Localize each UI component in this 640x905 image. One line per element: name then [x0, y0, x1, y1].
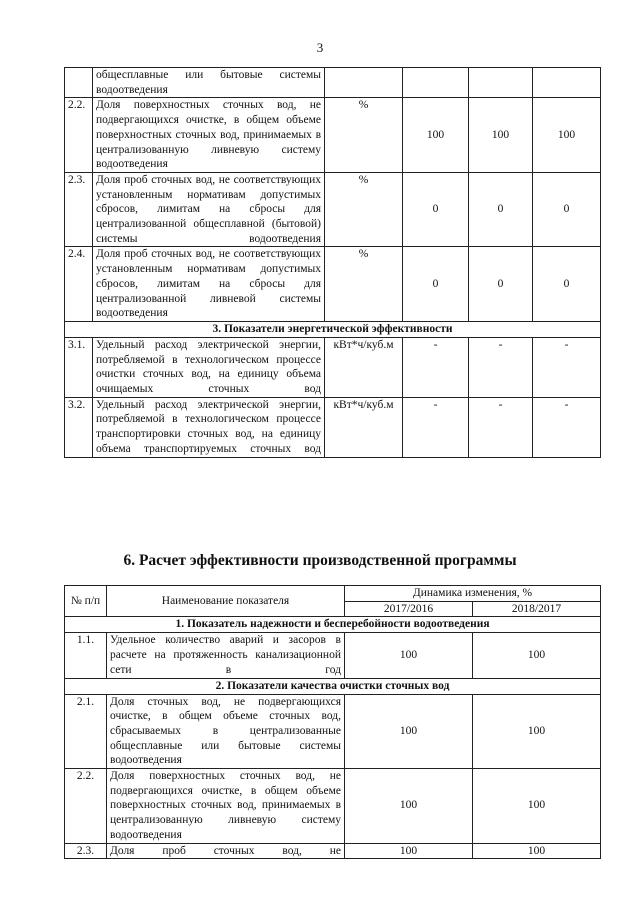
column-header-year: 2018/2017 — [473, 601, 601, 617]
table-row — [65, 247, 601, 322]
row-text: Удельный расход электрической энергии, потребляемой в технологическом процессе транспортировки сточных вод, на единицу объема транспортируемых сточных вод — [93, 397, 325, 457]
row-value: - — [469, 337, 533, 397]
row-unit: кВт*ч/куб.м — [325, 397, 403, 457]
row-value: 0 — [403, 247, 469, 322]
row-text: Доля поверхностных сточных вод, не подвергающихся очистке, в общем объеме поверхностных сточных вод, принимаемых в централизованную ливневую систему водоотведения — [93, 98, 325, 173]
row-unit: % — [325, 172, 403, 247]
row-text: Доля сточных вод, не подвергающихся очистке, в общем объеме сточных вод, сбрасываемых в централизованные общесплавные или бытовые системы водоотведения — [107, 694, 345, 769]
row-value: - — [403, 337, 469, 397]
column-header-name: Наименование показателя — [107, 586, 345, 617]
table-row — [65, 172, 601, 247]
row-value: - — [403, 397, 469, 457]
section-title: 1. Показатель надежности и бесперебойности водоотведения — [65, 617, 601, 633]
row-text: Доля проб сточных вод, не — [107, 843, 345, 859]
table-row — [65, 68, 601, 98]
row-value: - — [469, 397, 533, 457]
row-index: 2.4. — [65, 247, 93, 322]
row-value: 100 — [345, 694, 473, 769]
row-text: Доля проб сточных вод, не соответствующих установленным нормативам допустимых сбросов, лимитам на сбросы для централизованной общесплавной (бытовой) системы водоотведения — [93, 172, 325, 247]
row-unit: кВт*ч/куб.м — [325, 337, 403, 397]
row-value — [533, 68, 601, 98]
row-value: 0 — [469, 247, 533, 322]
page-number: 3 — [316, 40, 324, 55]
column-header-dynamics: Динамика изменения, % — [345, 586, 601, 602]
row-value — [469, 68, 533, 98]
row-value: 0 — [533, 172, 601, 247]
row-index: 2.2. — [65, 769, 107, 844]
row-text: Доля проб сточных вод, не соответствующих установленным нормативам допустимых сбросов, лимитам на сбросы для централизованной ливневой системы водоотведения — [93, 247, 325, 322]
table-row — [65, 694, 601, 769]
section-row — [65, 678, 601, 694]
row-value: 100 — [345, 843, 473, 859]
table-row — [65, 98, 601, 173]
row-value: - — [533, 397, 601, 457]
efficiency-table — [64, 585, 601, 859]
row-unit: % — [325, 98, 403, 173]
indicators-table-continued — [64, 67, 601, 458]
table-row — [65, 769, 601, 844]
row-text: общесплавные или бытовые системы водоотведения — [93, 68, 325, 98]
table-row — [65, 337, 601, 397]
row-value: 100 — [473, 694, 601, 769]
row-text: Удельный расход электрической энергии, потребляемой в технологическом процессе очистки сточных вод, на единицу объема очищаемых сточных вод — [93, 337, 325, 397]
header-row — [65, 586, 601, 602]
row-value: 0 — [533, 247, 601, 322]
row-value: 100 — [403, 98, 469, 173]
row-value: 100 — [345, 633, 473, 678]
row-text: Удельное количество аварий и засоров в расчете на протяженность канализационной сети в год — [107, 633, 345, 678]
section-row — [65, 321, 601, 337]
table-row — [65, 397, 601, 457]
row-index — [65, 68, 93, 98]
row-text: Доля поверхностных сточных вод, не подвергающихся очистке, в общем объеме поверхностных сточных вод, принимаемых в централизованную ливневую систему водоотведения — [107, 769, 345, 844]
row-index: 3.1. — [65, 337, 93, 397]
row-index: 2.3. — [65, 843, 107, 859]
row-index: 2.2. — [65, 98, 93, 173]
section-row — [65, 617, 601, 633]
section-heading: 6. Расчет эффективности производственной программы — [123, 552, 517, 569]
row-value: 0 — [403, 172, 469, 247]
row-unit — [325, 68, 403, 98]
row-value: - — [533, 337, 601, 397]
row-index: 1.1. — [65, 633, 107, 678]
row-value: 100 — [473, 769, 601, 844]
row-index: 3.2. — [65, 397, 93, 457]
row-value: 100 — [345, 769, 473, 844]
row-value: 100 — [469, 98, 533, 173]
row-value: 100 — [473, 843, 601, 859]
column-header-year: 2017/2016 — [345, 601, 473, 617]
row-value — [403, 68, 469, 98]
section-title: 3. Показатели энергетической эффективности — [65, 321, 601, 337]
row-unit: % — [325, 247, 403, 322]
row-value: 100 — [473, 633, 601, 678]
table-row — [65, 633, 601, 678]
column-header-number: № п/п — [65, 586, 107, 617]
table-row — [65, 843, 601, 859]
row-value: 100 — [533, 98, 601, 173]
row-index: 2.1. — [65, 694, 107, 769]
section-title: 2. Показатели качества очистки сточных вод — [65, 678, 601, 694]
row-value: 0 — [469, 172, 533, 247]
row-index: 2.3. — [65, 172, 93, 247]
